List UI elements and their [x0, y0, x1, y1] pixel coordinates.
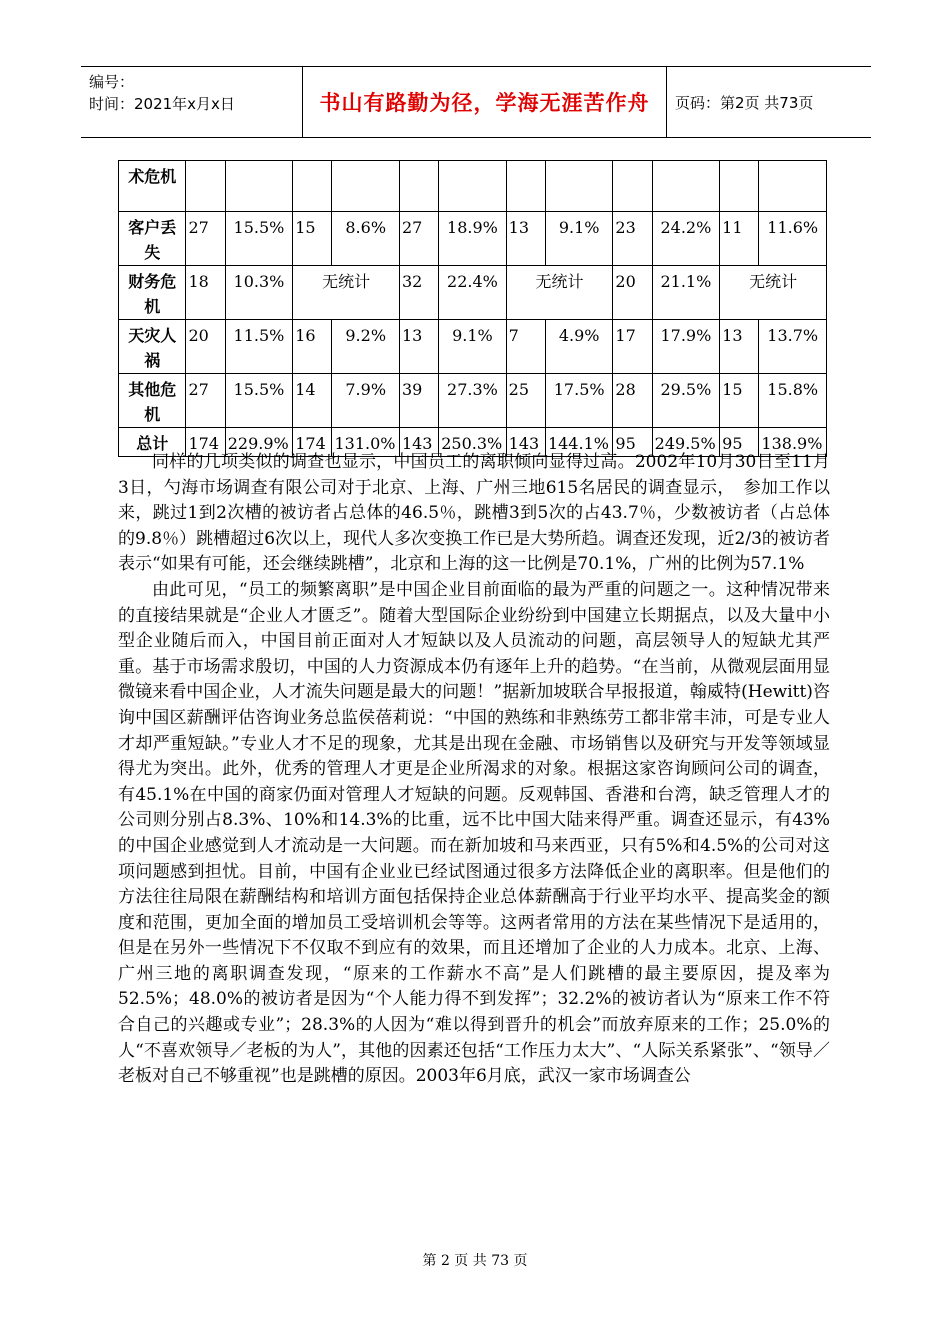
table-cell: 143	[399, 428, 438, 457]
table-cell: 7	[506, 320, 545, 374]
table-cell: 17.5%	[545, 374, 612, 428]
table-row	[119, 374, 827, 428]
table-cell: 16	[293, 320, 332, 374]
table-cell: 9.1%	[439, 320, 506, 374]
table-cell: 无统计	[506, 266, 613, 320]
table-cell: 249.5%	[652, 428, 719, 457]
table-cell: 174	[186, 428, 225, 457]
table-cell: 20	[186, 320, 225, 374]
date-line: 时间：2021年x月x日	[89, 95, 235, 113]
table-cell: 27.3%	[439, 374, 506, 428]
table-row	[119, 320, 827, 374]
table-row	[119, 212, 827, 266]
table-cell: 131.0%	[332, 428, 399, 457]
table-cell: 32	[399, 266, 438, 320]
row-label: 总计	[119, 428, 186, 457]
table-cell: 23	[613, 212, 652, 266]
table-cell: 13.7%	[759, 320, 827, 374]
header-page-info: 页码：第2页 共73页	[675, 93, 814, 112]
table-cell: 9.2%	[332, 320, 399, 374]
table-cell: 13	[720, 320, 759, 374]
table-cell: 9.1%	[545, 212, 612, 266]
table-cell: 无统计	[293, 266, 400, 320]
table-cell: 17	[613, 320, 652, 374]
table-cell: 229.9%	[225, 428, 292, 457]
page-header	[81, 66, 871, 138]
body-text	[118, 450, 830, 1090]
table-cell: 无统计	[720, 266, 827, 320]
table-cell: 21.1%	[652, 266, 719, 320]
table-cell: 138.9%	[759, 428, 827, 457]
table-cell: 15.5%	[225, 374, 292, 428]
table-cell: 10.3%	[225, 266, 292, 320]
table-cell: 20	[613, 266, 652, 320]
paragraph: 同样的几项类似的调查也显示，中国员工的离职倾向显得过高。2002年10月30日至11月3日，勺海市场调查有限公司对于北京、上海、广州三地615名居民的调查显示， 参加工作以来，跳过1到2次槽的被访者占总体的46.5％，跳槽3到5次的占43.7％，少数被访者（占总体的9.8％）跳槽超过6次以上，现代人多次变换工作已是大势所趋。调查还发现，近2/3的被访者表示“如果有可能，还会继续跳槽”，北京和上海的这一比例是70.1%，广州的比例为57.1%	[118, 452, 830, 575]
table-cell: 15	[293, 212, 332, 266]
row-label: 术危机	[119, 161, 186, 212]
table-cell: 13	[506, 212, 545, 266]
header-meta	[81, 67, 303, 137]
table-cell: 15.8%	[759, 374, 827, 428]
table-cell: 39	[399, 374, 438, 428]
table-cell: 27	[186, 374, 225, 428]
table-cell: 11.5%	[225, 320, 292, 374]
row-label: 客户丢失	[119, 212, 186, 266]
table-cell: 11.6%	[759, 212, 827, 266]
row-label: 天灾人祸	[119, 320, 186, 374]
row-label: 其他危机	[119, 374, 186, 428]
table-cell: 25	[506, 374, 545, 428]
number-label: 编号：	[89, 73, 135, 91]
table-cell: 144.1%	[545, 428, 612, 457]
table-cell: 29.5%	[652, 374, 719, 428]
table-cell: 17.9%	[652, 320, 719, 374]
table-cell: 22.4%	[439, 266, 506, 320]
table-cell: 250.3%	[439, 428, 506, 457]
table-cell: 8.6%	[332, 212, 399, 266]
table-row	[119, 266, 827, 320]
statistics-table	[118, 160, 827, 457]
table-cell: 27	[186, 212, 225, 266]
paragraph: 由此可见，“员工的频繁离职”是中国企业目前面临的最为严重的问题之一。这种情况带来的直接结果就是“企业人才匮乏”。随着大型国际企业纷纷到中国建立长期据点，以及大量中小型企业随后而入，中国目前正面对人才短缺以及人员流动的问题，高层领导人的短缺尤其严重。基于市场需求殷切，中国的人力资源成本仍有逐年上升的趋势。“在当前，从微观层面用显微镜来看中国企业，人才流失问题是最大的问题！”据新加坡联合早报报道，翰威特(Hewitt)咨询中国区薪酬评估咨询业务总监侯蓓莉说：“中国的熟练和非熟练劳工都非常丰沛，可是专业人才却严重短缺。”专业人才不足的现象，尤其是出现在金融、市场销售以及研究与开发等领域显得尤为突出。此外，优秀的管理人才更是企业所渴求的对象。根据这家咨询顾问公司的调查，有45.1%在中国的商家仍面对管理人才短缺的问题。反观韩国、香港和台湾，缺乏管理人才的公司则分别占8.3%、10%和14.3%的比重，远不比中国大陆来得严重。调查还显示，有43%的中国企业感觉到人才流动是一大问题。而在新加坡和马来西亚，只有5%和4.5%的公司对这项问题感到担忧。目前，中国有企业业已经试图通过很多方法降低企业的离职率。但是他们的方法往往局限在薪酬结构和培训方面包括保持企业总体薪酬高于行业平均水平、提高奖金的额度和范围，更加全面的增加员工受培训机会等等。这两者常用的方法在某些情况下是适用的，但是在另外一些情况下不仅取不到应有的效果，而且还增加了企业的人力成本。北京、上海、广州三地的离职调查发现，“原来的工作薪水不高”是人们跳槽的最主要原因，提及率为52.5%；48.0%的被访者是因为“个人能力得不到发挥”；32.2%的被访者认为“原来工作不符合自己的兴趣或专业”；28.3%的人因为“难以得到晋升的机会”而放弃原来的工作；25.0%的人“不喜欢领导／老板的为人”，其他的因素还包括“工作压力太大”、“人际关系紧张”、“领导／老板对自己不够重视”也是跳槽的原因。2003年6月底，武汉一家市场调查公	[118, 579, 830, 1087]
table-cell: 14	[293, 374, 332, 428]
page-footer: 第 2 页 共 73 页	[422, 1253, 528, 1269]
table-cell: 13	[399, 320, 438, 374]
table-cell: 15	[720, 374, 759, 428]
table-cell: 24.2%	[652, 212, 719, 266]
table-cell: 7.9%	[332, 374, 399, 428]
table-cell: 27	[399, 212, 438, 266]
row-label: 财务危机	[119, 266, 186, 320]
table-cell: 4.9%	[545, 320, 612, 374]
header-motto: 书山有路勤为径，学海无涯苦作舟	[303, 67, 667, 137]
table-cell: 28	[613, 374, 652, 428]
table-cell: 174	[293, 428, 332, 457]
table-cell: 15.5%	[225, 212, 292, 266]
table-cell: 95	[720, 428, 759, 457]
table-cell: 18.9%	[439, 212, 506, 266]
table-cell: 11	[720, 212, 759, 266]
table-row	[119, 161, 827, 212]
table-cell: 95	[613, 428, 652, 457]
table-cell: 18	[186, 266, 225, 320]
table-cell: 143	[506, 428, 545, 457]
